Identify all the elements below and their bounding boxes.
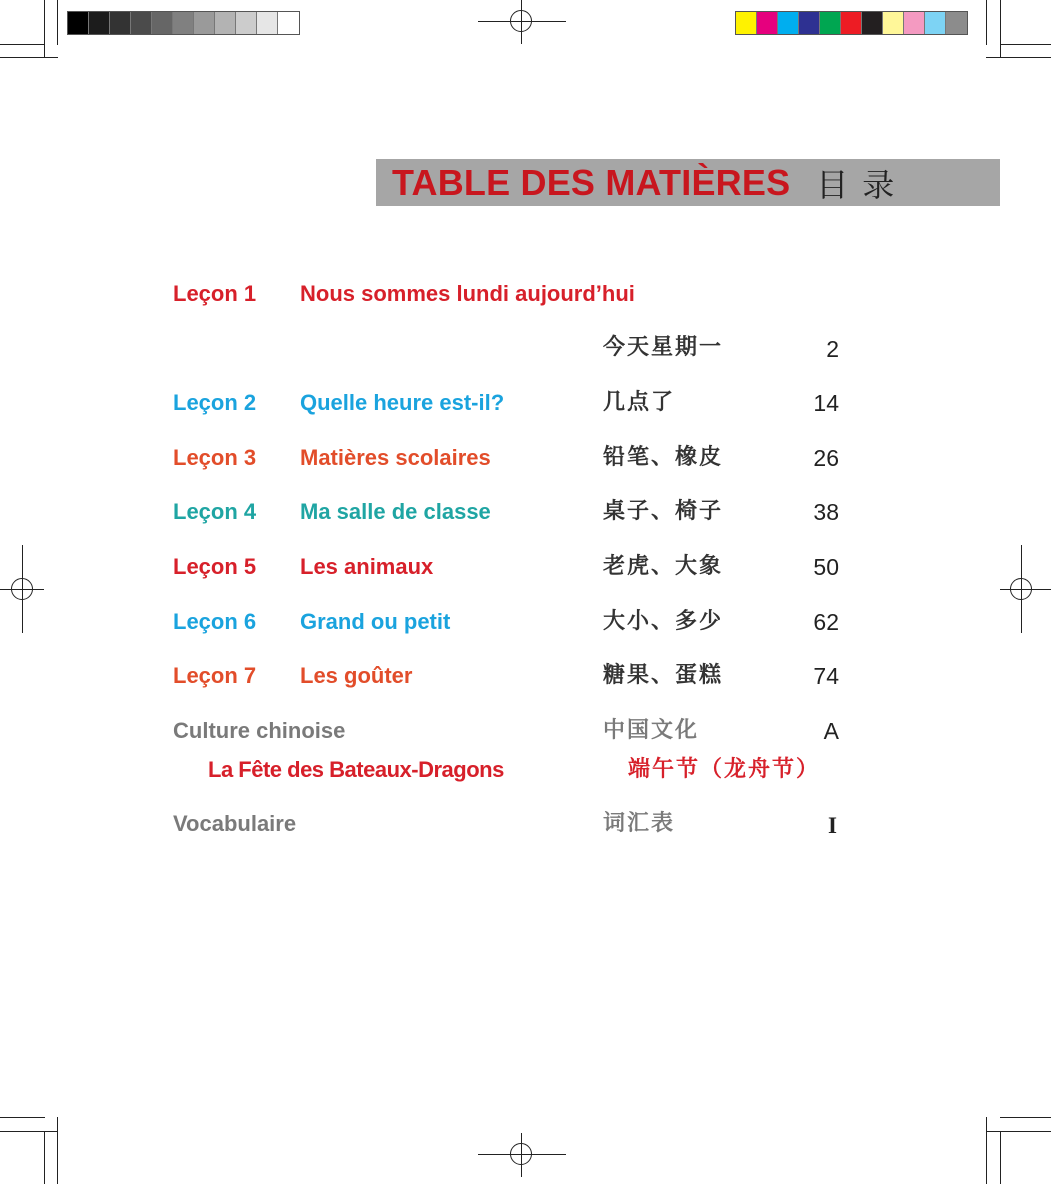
registration-mark [11, 578, 33, 600]
lesson-number[interactable]: Leçon 3 [173, 445, 257, 470]
color-swatch [152, 12, 173, 34]
color-bar [735, 11, 968, 35]
lesson-title[interactable]: Quelle heure est-il? [300, 390, 505, 415]
color-swatch [841, 12, 862, 34]
lesson-title-chinese: 老虎、大象 [603, 554, 724, 579]
lesson-number[interactable]: Leçon 1 [173, 281, 257, 306]
crop-mark [1000, 44, 1051, 45]
lesson-number[interactable]: Leçon 2 [173, 390, 257, 415]
color-swatch [883, 12, 904, 34]
culture-section-chinese: 中国文化 [603, 718, 700, 743]
page-number[interactable]: 14 [813, 390, 839, 416]
lesson-title-chinese: 桌子、椅子 [603, 499, 724, 524]
lesson-title-chinese: 糖果、蛋糕 [603, 663, 724, 688]
lesson-number[interactable]: Leçon 5 [173, 554, 257, 579]
culture-subtitle-chinese: 端午节（龙舟节） [628, 757, 821, 782]
lesson-number[interactable]: Leçon 7 [173, 663, 257, 688]
registration-mark [510, 1143, 532, 1165]
color-swatch [110, 12, 131, 34]
page-number[interactable]: 50 [813, 554, 839, 580]
color-swatch [778, 12, 799, 34]
color-swatch [820, 12, 841, 34]
color-swatch [736, 12, 757, 34]
lesson-title[interactable]: Les goûter [300, 663, 413, 688]
culture-section-label[interactable]: Culture chinoise [173, 718, 346, 743]
lesson-title-chinese: 大小、多少 [603, 609, 724, 634]
color-swatch [757, 12, 778, 34]
color-swatch [904, 12, 925, 34]
color-swatch [215, 12, 236, 34]
crop-mark [986, 0, 987, 45]
color-swatch [278, 12, 299, 34]
color-swatch [799, 12, 820, 34]
crop-mark [57, 1117, 58, 1184]
crop-mark [44, 1131, 45, 1184]
culture-subtitle[interactable]: La Fête des Bateaux-Dragons [208, 757, 504, 782]
lesson-number[interactable]: Leçon 6 [173, 609, 257, 634]
lesson-title[interactable]: Nous sommes lundi aujourd’hui [300, 281, 635, 306]
crop-mark [44, 0, 45, 58]
color-swatch [862, 12, 883, 34]
crop-mark [0, 1131, 58, 1132]
page-title: TABLE DES MATIÈRES [392, 161, 791, 203]
color-swatch [194, 12, 215, 34]
crop-mark [0, 44, 45, 45]
crop-mark [0, 57, 58, 58]
color-swatch [68, 12, 89, 34]
color-swatch [925, 12, 946, 34]
page-number[interactable]: A [823, 718, 839, 744]
color-swatch [89, 12, 110, 34]
lesson-title[interactable]: Ma salle de classe [300, 499, 491, 524]
color-swatch [131, 12, 152, 34]
page-number[interactable]: I [828, 813, 837, 838]
grayscale-bar [67, 11, 300, 35]
vocabulary-section-label[interactable]: Vocabulaire [173, 811, 297, 836]
crop-mark [986, 1131, 1051, 1132]
crop-mark [986, 57, 1051, 58]
page-number[interactable]: 26 [813, 445, 839, 471]
registration-mark [1010, 578, 1032, 600]
page-number[interactable]: 2 [826, 336, 839, 362]
lesson-title[interactable]: Matières scolaires [300, 445, 491, 470]
lesson-title-chinese: 铅笔、橡皮 [603, 445, 724, 470]
lesson-title[interactable]: Grand ou petit [300, 609, 451, 634]
page-number[interactable]: 62 [813, 609, 839, 635]
page-title-chinese: 目录 [816, 165, 909, 204]
lesson-number[interactable]: Leçon 4 [173, 499, 257, 524]
lesson-title[interactable]: Les animaux [300, 554, 434, 579]
crop-mark [1000, 0, 1001, 58]
registration-mark [510, 10, 532, 32]
page-number[interactable]: 38 [813, 499, 839, 525]
lesson-title-chinese: 几点了 [603, 390, 676, 415]
crop-mark [986, 1117, 987, 1184]
crop-mark [1000, 1117, 1051, 1118]
color-swatch [946, 12, 967, 34]
vocabulary-section-chinese: 词汇表 [603, 811, 676, 836]
color-swatch [236, 12, 257, 34]
lesson-title-chinese: 今天星期一 [603, 335, 724, 360]
title-banner [376, 159, 1000, 206]
crop-mark [0, 1117, 45, 1118]
page-number[interactable]: 74 [813, 663, 839, 689]
color-swatch [257, 12, 278, 34]
crop-mark [57, 0, 58, 45]
crop-mark [1000, 1131, 1001, 1184]
color-swatch [173, 12, 194, 34]
